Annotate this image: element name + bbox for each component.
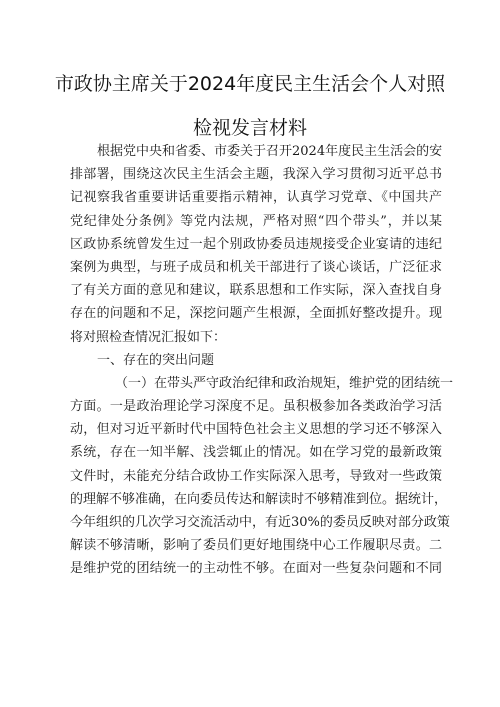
paragraph-line: 的理解不够准确，在向委员传达和解读时不够精准到位。据统计，: [70, 491, 448, 507]
document-title-line-2: 检视发言材料: [192, 117, 307, 139]
paragraph-line: 案例为典型，与班子成员和机关干部进行了谈心谈话，广泛征求: [70, 259, 442, 275]
paragraph-line: 今年组织的几次学习交流活动中，有近30%的委员反映对部分政策: [70, 515, 450, 530]
paragraph-line: 根据党中央和省委、市委关于召开2024年度民主生活会的安: [97, 144, 443, 159]
paragraph-line: 区政协系统曾发生过一起个别政协委员违规接受企业宴请的违纪: [70, 236, 442, 252]
paragraph-line: 记视察我省重要讲话重要指示精神，认真学习党章、《中国共产: [70, 190, 442, 206]
paragraph-line: 方面。一是政治理论学习深度不足。虽积极参加各类政治学习活: [70, 399, 442, 415]
paragraph-line: 系统，存在一知半解、浅尝辄止的情况。如在学习党的最新政策: [70, 445, 442, 461]
paragraph-line: （一）在带头严守政治纪律和政治规矩，维护党的团结统一: [115, 375, 454, 391]
paragraph-line: 党纪律处分条例》等党内法规，严格对照“四个带头”，并以某: [70, 213, 442, 229]
document-body: [70, 140, 454, 581]
document-title-line-1: 市政协主席关于2024年度民主生活会个人对照: [54, 73, 446, 95]
section-heading: 一、存在的突出问题: [97, 352, 215, 368]
paragraph-line: 动，但对习近平新时代中国特色社会主义思想的学习还不够深入: [70, 422, 442, 438]
paragraph-line: 存在的问题和不足，深挖问题产生根源，全面抓好整改提升。现: [70, 306, 442, 322]
paragraph-line: 解读不够清晰，影响了委员们更好地围绕中心工作履职尽责。二: [70, 538, 442, 554]
paragraph-line: 将对照检查情况汇报如下：: [70, 329, 227, 345]
paragraph-line: 排部署，围绕这次民主生活会主题，我深入学习贯彻习近平总书: [70, 167, 442, 183]
paragraph-line: 了有关方面的意见和建议，联系思想和工作实际，深入查找自身: [70, 283, 442, 299]
paragraph-line: 是维护党的团结统一的主动性不够。在面对一些复杂问题和不同: [70, 561, 442, 577]
paragraph-line: 文件时，未能充分结合政协工作实际深入思考，导致对一些政策: [70, 468, 442, 484]
